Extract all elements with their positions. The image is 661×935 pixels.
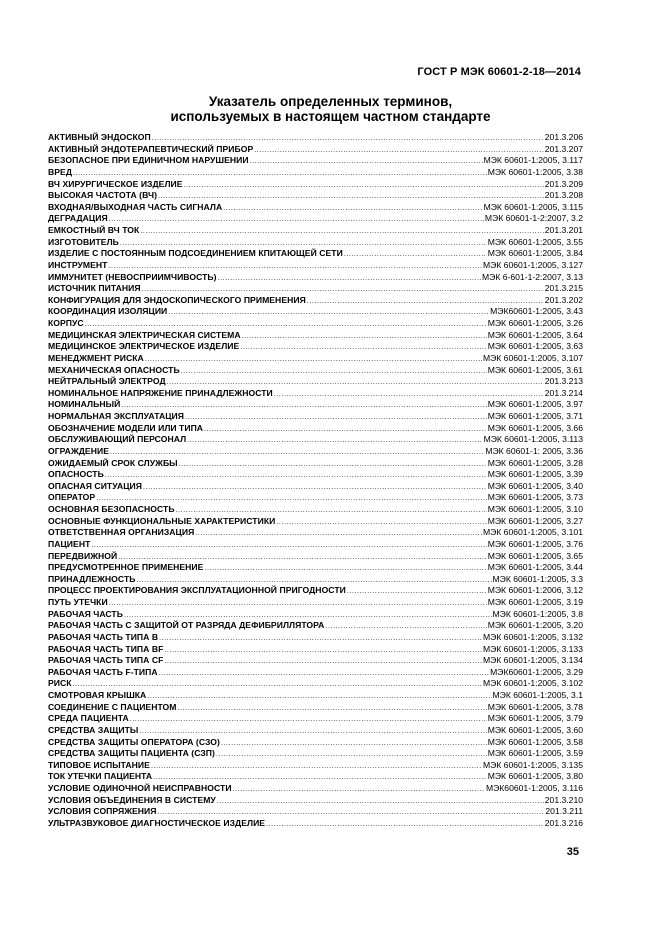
index-entry [48, 795, 583, 807]
index-entry [48, 388, 583, 400]
index-entry [48, 295, 583, 307]
index-title-line-1: Указатель определенных терминов, [208, 94, 453, 109]
dot-leader [178, 703, 487, 714]
index-entry [48, 446, 583, 458]
index-term: ТОК УТЕЧКИ ПАЦИЕНТА [48, 771, 153, 782]
index-entry [48, 585, 583, 597]
index-term: ОПАСНОСТЬ [48, 469, 104, 480]
dot-leader [347, 586, 487, 597]
index-entry [48, 225, 583, 237]
dot-leader [164, 656, 482, 667]
index-reference: 201.3.213 [544, 376, 583, 387]
index-reference: МЭК 60601-1:2005, 3.44 [487, 562, 583, 573]
index-reference: МЭК 60601-1:2005, 3.3 [492, 573, 583, 584]
index-term: РАБОЧАЯ ЧАСТЬ ТИПА BF [48, 643, 164, 654]
index-entry [48, 516, 583, 528]
dot-leader [204, 424, 487, 435]
index-term: РАБОЧАЯ ЧАСТЬ F-ТИПА [48, 666, 158, 677]
index-entry [48, 597, 583, 609]
index-term: УСЛОВИЯ ОБЪЕДИНЕНИЯ В СИСТЕМУ [48, 794, 216, 805]
index-reference: МЭК 60601-1:2005, 3.26 [487, 318, 583, 328]
index-entry [48, 458, 583, 470]
index-reference: МЭК 60601-1:2005, 3.97 [487, 399, 583, 410]
dot-leader [142, 284, 544, 295]
index-title-line-2: используемых в настоящем частном стандарте [170, 109, 491, 124]
index-reference: МЭК 60601-1:2005, 3.76 [487, 538, 583, 549]
index-term: СРЕДСТВА ЗАЩИТЫ [48, 724, 139, 735]
index-reference: МЭК 60601-1:2005, 3.117 [483, 155, 583, 166]
dot-leader [242, 331, 487, 342]
index-reference: МЭК60601-1:2005, 3.43 [490, 306, 583, 317]
index-reference: МЭК 60601-1:2005, 3.102 [482, 678, 583, 689]
dot-leader [96, 493, 487, 504]
index-entry [48, 306, 583, 318]
dot-leader [73, 168, 487, 179]
index-term: МЕХАНИЧЕСКАЯ ОПАСНОСТЬ [48, 364, 180, 375]
index-term: НЕЙТРАЛЬНЫЙ ЭЛЕКТРОД [48, 376, 166, 387]
index-term: ОСНОВНЫЕ ФУНКЦИОНАЛЬНЫЕ ХАРАКТЕРИСТИКИ [48, 515, 276, 526]
dot-leader [250, 156, 483, 167]
index-reference: МЭК 60601-1:2005, 3.40 [487, 480, 583, 491]
index-term: ПЕРЕДВИЖНОЙ [48, 550, 118, 561]
index-term: МЕДИЦИНСКОЕ ЭЛЕКТРИЧЕСКОЕ ИЗДЕЛИЕ [48, 341, 240, 352]
dot-leader [85, 319, 487, 330]
dot-leader [274, 389, 544, 400]
index-entry [48, 260, 583, 272]
index-reference: МЭК 60601-1:2005, 3.59 [487, 748, 583, 759]
index-term: ИЗГОТОВИТЕЛЬ [48, 236, 119, 247]
dot-leader [121, 400, 486, 411]
index-reference: МЭК 60601-1:2005, 3.39 [487, 469, 583, 480]
index-reference: 201.3.208 [544, 190, 583, 201]
dot-leader [233, 784, 485, 795]
index-term: ОТВЕТСТВЕННАЯ ОРГАНИЗАЦИЯ [48, 527, 195, 538]
standard-header: ГОСТ Р МЭК 60601-2-18—2014 [417, 66, 581, 78]
index-entry [48, 609, 583, 621]
dot-leader [179, 459, 487, 470]
index-entry [48, 179, 583, 191]
dot-leader [240, 342, 486, 353]
index-entry [48, 620, 583, 632]
index-term: ИЗДЕЛИЕ С ПОСТОЯННЫМ ПОДСОЕДИНЕНИЕМ КПИТАЮЩЕЙ СЕТИ [48, 248, 343, 259]
dot-leader [276, 517, 486, 528]
index-term: РАБОЧАЯ ЧАСТЬ [48, 608, 123, 619]
index-reference: МЭК 60601-1:2005, 3.61 [487, 364, 583, 375]
index-reference: МЭК 60601-1:2005, 3.1 [492, 690, 583, 700]
dot-leader [344, 249, 487, 260]
dot-leader [223, 203, 482, 214]
index-reference: МЭК 60601-1:2005, 3.107 [482, 352, 583, 363]
index-term: МЕНЕДЖМЕНТ РИСКА [48, 352, 144, 363]
index-term: КООРДИНАЦИЯ ИЗОЛЯЦИИ [48, 306, 168, 317]
index-term: СМОТРОВАЯ КРЫШКА [48, 690, 147, 700]
dot-leader [187, 435, 482, 446]
dot-leader [185, 412, 487, 423]
index-entry [48, 783, 583, 795]
index-reference: МЭК 60601-1:2005, 3.8 [492, 608, 583, 619]
index-term: РАБОЧАЯ ЧАСТЬ С ЗАЩИТОЙ ОТ РАЗРЯДА ДЕФИБРИЛЛЯТОРА [48, 620, 325, 631]
index-entry [48, 481, 583, 493]
index-entry [48, 806, 583, 818]
index-reference: МЭК 60601-1:2005, 3.80 [487, 771, 583, 782]
index-term: СРЕДСТВА ЗАЩИТЫ ПАЦИЕНТА (СЗП) [48, 748, 215, 759]
index-reference: МЭК60601-1:2005, 3.29 [490, 666, 583, 677]
index-entry [48, 399, 583, 411]
index-entry [48, 632, 583, 644]
index-reference: МЭК 60601-1:2005, 3.71 [487, 411, 583, 421]
index-entry [48, 504, 583, 516]
dot-leader [216, 749, 487, 760]
dot-leader [151, 761, 482, 772]
index-term: ВРЕД [48, 166, 72, 177]
index-term: ОПЕРАТОР [48, 492, 96, 503]
index-entry [48, 818, 583, 830]
dot-leader [184, 180, 544, 191]
index-reference: МЭК 60601-1:2005, 3.60 [487, 724, 583, 735]
index-reference: МЭК 60601-1:2005, 3.135 [482, 759, 583, 770]
dot-leader [218, 273, 481, 284]
index-term: ВЫСОКАЯ ЧАСТОТА (ВЧ) [48, 190, 157, 201]
index-term: ОБСЛУЖИВАЮЩИЙ ПЕРСОНАЛ [48, 434, 187, 445]
index-entry [48, 248, 583, 260]
dot-leader [159, 633, 482, 644]
dot-leader [91, 540, 486, 551]
index-reference: МЭК 60601-1:2005, 3.133 [482, 643, 583, 654]
index-term: ОЖИДАЕМЫЙ СРОК СЛУЖБЫ [48, 457, 178, 468]
index-entry [48, 341, 583, 353]
index-term: ОБОЗНАЧЕНИЕ МОДЕЛИ ИЛИ ТИПА [48, 422, 204, 433]
index-entry [48, 737, 583, 749]
index-reference: МЭК 60601-1:2005, 3.10 [487, 504, 583, 514]
index-entry [48, 551, 583, 563]
index-reference: МЭК 60601-1:2005, 3.20 [487, 620, 583, 631]
index-entry [48, 330, 583, 342]
index-entry [48, 155, 583, 167]
index-reference: МЭК 60601-1:2005, 3.127 [482, 259, 583, 270]
dot-leader [136, 575, 491, 586]
index-reference: МЭК 60601-1:2005, 3.115 [483, 201, 583, 212]
index-entry [48, 190, 583, 202]
index-reference: 201.3.206 [544, 132, 583, 142]
dot-leader [152, 133, 544, 144]
index-term: ПРИНАДЛЕЖНОСТЬ [48, 573, 136, 584]
index-term: КОРПУС [48, 318, 84, 328]
page-number: 35 [566, 846, 579, 858]
dot-leader [181, 366, 487, 377]
dot-leader [110, 447, 484, 458]
index-term: ПРЕДУСМОТРЕННОЕ ПРИМЕНЕНИЕ [48, 562, 204, 573]
index-entry [48, 272, 583, 284]
index-reference: 201.3.209 [544, 178, 583, 189]
index-entry [48, 213, 583, 225]
index-reference: МЭК 60601-1:2005, 3.63 [487, 341, 583, 352]
index-reference: МЭК 60601-1:2005, 3.78 [487, 701, 583, 712]
index-term: НОРМАЛЬНАЯ ЭКСПЛУАТАЦИЯ [48, 411, 184, 421]
dot-leader [254, 145, 544, 156]
index-entry [48, 144, 583, 156]
index-term: ДЕГРАДАЦИЯ [48, 213, 108, 224]
index-entry [48, 562, 583, 574]
index-reference: МЭК 60601-1:2005, 3.66 [487, 422, 583, 433]
index-entry [48, 667, 583, 679]
dot-leader [153, 772, 487, 783]
index-term: АКТИВНЫЙ ЭНДОСКОП [48, 132, 151, 142]
dot-leader [195, 528, 482, 539]
index-entry [48, 469, 583, 481]
index-reference: МЭК 60601-1:2005, 3.38 [487, 166, 583, 177]
dot-leader [221, 738, 487, 749]
index-term: БЕЗОПАСНОЕ ПРИ ЕДИНИЧНОМ НАРУШЕНИИ [48, 155, 249, 166]
dot-leader [147, 691, 491, 702]
index-entry [48, 365, 583, 377]
index-reference: МЭК 60601-1:2005, 3.28 [487, 457, 583, 468]
index-reference: МЭК 60601-1:2005, 3.58 [487, 736, 583, 747]
index-entry [48, 492, 583, 504]
terms-index-list [48, 132, 583, 830]
index-term: ПУТЬ УТЕЧКИ [48, 597, 108, 607]
dot-leader [217, 796, 544, 807]
index-entry [48, 690, 583, 702]
index-entry [48, 423, 583, 435]
index-term: ИНСТРУМЕНТ [48, 259, 108, 270]
dot-leader [124, 610, 492, 621]
dot-leader [164, 645, 482, 656]
dot-leader [139, 726, 486, 737]
index-entry [48, 760, 583, 772]
index-entry [48, 202, 583, 214]
index-reference: 201.3.214 [544, 387, 583, 398]
index-term: РАБОЧАЯ ЧАСТЬ ТИПА В [48, 631, 159, 642]
dot-leader [145, 354, 482, 365]
index-entry [48, 771, 583, 783]
index-reference: 201.3.215 [544, 283, 583, 294]
index-term: УСЛОВИЕ ОДИНОЧНОЙ НЕИСПРАВНОСТИ [48, 783, 232, 793]
index-reference: МЭК 60601-1:2005, 3.73 [487, 492, 583, 503]
dot-leader [307, 296, 544, 307]
index-reference: 201.3.202 [544, 294, 583, 305]
index-entry [48, 713, 583, 725]
dot-leader [266, 819, 544, 830]
dot-leader [105, 470, 487, 481]
index-term: НОМИНАЛЬНЫЙ [48, 399, 121, 410]
index-term: КОНФИГУРАЦИЯ ДЛЯ ЭНДОСКОПИЧЕСКОГО ПРИМЕНЕНИЯ [48, 294, 306, 305]
index-entry [48, 748, 583, 760]
index-entry [48, 574, 583, 586]
index-entry [48, 237, 583, 249]
index-term: ТИПОВОЕ ИСПЫТАНИЕ [48, 759, 150, 770]
dot-leader [204, 563, 486, 574]
dot-leader [109, 214, 484, 225]
dot-leader [140, 226, 543, 237]
index-term: ЕМКОСТНЫЙ ВЧ ТОК [48, 225, 140, 235]
index-entry [48, 167, 583, 179]
index-reference: МЭК 60601-1:2006, 3.12 [487, 585, 583, 596]
dot-leader [73, 679, 482, 690]
index-reference: МЭК 60601-1:2005, 3.79 [487, 713, 583, 724]
dot-leader [109, 598, 487, 609]
index-term: РИСК [48, 678, 72, 689]
dot-leader [176, 505, 487, 516]
index-term: ВХОДНАЯ/ВЫХОДНАЯ ЧАСТЬ СИГНАЛА [48, 201, 223, 212]
index-term: ПАЦИЕНТ [48, 538, 91, 549]
index-entry [48, 527, 583, 539]
dot-leader [325, 621, 486, 632]
dot-leader [167, 377, 544, 388]
index-entry [48, 655, 583, 667]
index-term: ВЧ ХИРУРГИЧЕСКОЕ ИЗДЕЛИЕ [48, 178, 183, 189]
index-reference: МЭК 60601-1:2005, 3.64 [487, 329, 583, 340]
index-reference: МЭК 60601-1:2005, 3.84 [487, 248, 583, 259]
index-term: ОПАСНАЯ СИТУАЦИЯ [48, 480, 143, 491]
index-term: УЛЬТРАЗВУКОВОЕ ДИАГНОСТИЧЕСКОЕ ИЗДЕЛИЕ [48, 817, 266, 828]
index-term: МЕДИЦИНСКАЯ ЭЛЕКТРИЧЕСКАЯ СИСТЕМА [48, 329, 241, 340]
index-term: УСЛОВИЯ СОПРЯЖЕНИЯ [48, 806, 157, 817]
index-reference: МЭК 60601-1:2005, 3.55 [487, 236, 583, 247]
index-term: ИСТОЧНИК ПИТАНИЯ [48, 283, 141, 294]
index-entry [48, 283, 583, 295]
index-reference: МЭК60601-1:2005, 3.116 [485, 783, 583, 793]
dot-leader [168, 307, 489, 318]
dot-leader [130, 714, 487, 725]
index-term: ОГРАЖДЕНИЕ [48, 445, 109, 456]
dot-leader [143, 482, 487, 493]
index-term: АКТИВНЫЙ ЭНДОТЕРАПЕВТИЧЕСКИЙ ПРИБОР [48, 143, 254, 154]
index-reference: 201.3.201 [544, 225, 583, 235]
index-reference: 201.3.207 [544, 143, 583, 154]
index-term: РАБОЧАЯ ЧАСТЬ ТИПА CF [48, 655, 164, 666]
index-entry [48, 434, 583, 446]
index-term: СРЕДСТВА ЗАЩИТЫ ОПЕРАТОРА (СЗО) [48, 736, 220, 747]
index-reference: МЭК 60601-1:2005, 3.27 [487, 515, 583, 526]
dot-leader [108, 261, 482, 272]
dot-leader [158, 807, 545, 818]
index-entry [48, 678, 583, 690]
dot-leader [120, 238, 487, 249]
dot-leader [159, 668, 490, 679]
index-entry [48, 411, 583, 423]
index-reference: МЭК 60601-1-2:2007, 3.2 [484, 213, 583, 224]
index-reference: МЭК 60601-1:2005, 3.134 [482, 655, 583, 666]
index-entry [48, 539, 583, 551]
index-reference: МЭК 60601-1:2005, 3.19 [487, 597, 583, 607]
index-reference: МЭК 60601-1:2005, 3.65 [487, 550, 583, 561]
index-entry [48, 376, 583, 388]
index-term: НОМИНАЛЬНОЕ НАПРЯЖЕНИЕ ПРИНАДЛЕЖНОСТИ [48, 387, 273, 398]
dot-leader [118, 552, 486, 563]
index-reference: 201.3.211 [545, 806, 583, 817]
index-entry [48, 353, 583, 365]
index-reference: МЭК 6-601-1-2:2007, 3.13 [482, 271, 583, 282]
index-entry [48, 702, 583, 714]
index-term: СОЕДИНЕНИЕ С ПАЦИЕНТОМ [48, 701, 177, 712]
index-reference: МЭК 60601-1:2005, 3.113 [483, 434, 583, 445]
index-reference: 201.3.216 [544, 817, 583, 828]
index-entry [48, 725, 583, 737]
index-term: ОСНОВНАЯ БЕЗОПАСНОСТЬ [48, 504, 175, 514]
index-reference: 201.3.210 [544, 794, 583, 805]
dot-leader [158, 191, 544, 202]
index-reference: МЭК 60601-1: 2005, 3.36 [485, 445, 583, 456]
index-term: ПРОЦЕСС ПРОЕКТИРОВАНИЯ ЭКСПЛУАТАЦИОННОЙ ПРИГОДНОСТИ [48, 585, 346, 596]
index-entry [48, 132, 583, 144]
index-entry [48, 644, 583, 656]
index-title [0, 94, 661, 124]
index-term: ИММУНИТЕТ (НЕВОСПРИИМЧИВОСТЬ) [48, 271, 217, 282]
index-reference: МЭК 60601-1:2005, 3.132 [482, 631, 583, 642]
index-reference: МЭК 60601-1:2005, 3.101 [482, 527, 583, 538]
index-entry [48, 318, 583, 330]
index-term: СРЕДА ПАЦИЕНТА [48, 713, 129, 724]
